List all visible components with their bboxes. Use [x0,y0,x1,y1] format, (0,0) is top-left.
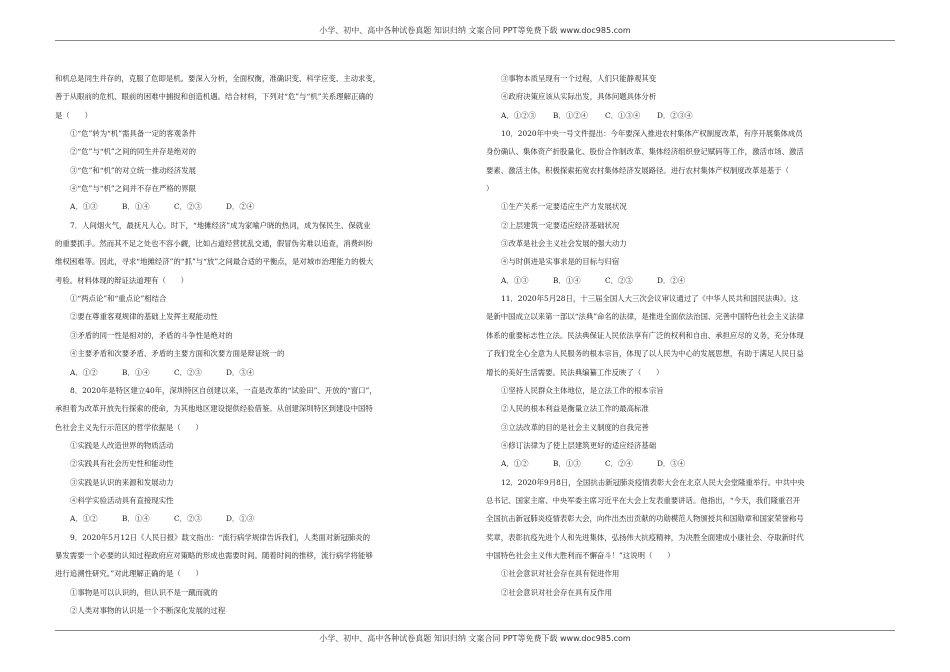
answer-choices [55,198,465,216]
option-line: ④修订法律为了使上层建筑更好的适应经济基础 [501,440,657,450]
answer-choice: D．①③ [226,514,255,524]
answer-choice: B．①④ [122,367,150,377]
text-line: 是新中国成立以来第一部以“法典”命名的法律，是推进全面依法治国、完善中国特色社会主义法律 [486,312,804,322]
answer-choice: A．①③ [501,275,529,285]
option-line: ①事物是可以认识的，但认识不是一蹴而就的 [70,587,218,597]
answer-choice: A．①② [70,367,98,377]
answer-choice: A．①③ [70,202,98,212]
header-divider [55,40,895,41]
answer-choices [486,107,896,125]
option-line: ②人类对事物的认识是一个不断深化发展的过程 [70,605,226,615]
option-line: ④“危”与“机”之间并不存在严格的界限 [70,184,196,194]
text-line: 是（ ） [55,110,92,120]
option-line: ②社会意识对社会存在具有反作用 [501,587,612,597]
question-line: 8．2020年是特区建立40年，深圳特区自创建以来，一直是改革的“试验田”、开放的“窗口”， [70,385,377,395]
page-header: 小学、初中、高中各种试卷真题 知识归纳 文案合同 PPT等免费下载 www.doc985.com [319,26,631,35]
answer-choice: B．①③ [553,459,581,469]
option-line: ②人民的根本利益是衡量立法工作的最高标准 [501,404,649,414]
option-line: ④主要矛盾和次要矛盾、矛盾的主要方面和次要方面是辩证统一的 [70,349,285,359]
text-line: 的重要抓手。然而其不足之处也不容小觑，比如占道经营扰乱交通，假冒伪劣难以追查，消费纠纷 [55,239,373,249]
text-line: 增长的美好生活需要。民法典编纂工作反映了（ ） [486,367,664,377]
answer-choice: A．①② [501,459,529,469]
answer-choice: A．①② [70,514,98,524]
option-line: ①“两点论”和“重点论”相结合 [70,294,167,304]
answer-choice: D．②④ [657,275,686,285]
answer-choice: A．①②③ [501,110,536,120]
text-line: 中国特色社会主义伟大胜利而不懈奋斗！”这说明（ ） [486,550,675,560]
text-line: 要素、激活主体，积极探索拓宽农村集体经济发展路径。进行农村集体产权制度改革是基于（ [486,165,790,175]
text-line: 和机总是同生并存的，克服了危即是机。要深入分析，全面权衡，准确识变、科学应变、主动求变， [55,74,381,83]
option-line: ①实践是人改造世界的物质活动 [70,440,174,450]
option-line: ④科学实验活动具有直接现实性 [70,495,174,505]
text-line: 全国抗击新冠肺炎疫情表彰大会，向作出杰出贡献的功勋模范人物颁授共和国勋章和国家荣誉称号 [486,514,804,524]
answer-choice: B．①④ [122,514,150,524]
text-line: ） [486,184,494,194]
option-line: ③“危”和“机”的对立统一推动经济发展 [70,165,196,175]
page-footer: 小学、初中、高中各种试卷真题 知识归纳 文案合同 PPT等免费下载 www.doc985.com [319,634,631,643]
option-line: ③改革是社会主义社会发展的强大动力 [501,239,627,249]
text-line: 暴发需要一个必要的认知过程政府应对策略的形成也需要时间。随着时间的推移，流行病学将能够 [55,550,373,560]
question-line: 11．2020年5月28日，十三届全国人大三次会议审议通过了《中华人民共和国民法典》。这 [501,294,799,304]
answer-choices [486,272,896,290]
answer-choice: B．①②④ [553,110,588,120]
option-line: ①“危”转为“机”需具备一定的客观条件 [70,129,196,139]
answer-choice: C．②③ [174,367,202,377]
option-line: ②“危”与“机”之间的同生并存是绝对的 [70,147,196,157]
text-line: 色社会主义先行示范区的哲学依据是（ ） [55,422,203,432]
text-line: 进行追溯性研究。”对此理解正确的是（ ） [55,569,203,579]
footer-divider [55,630,895,631]
option-line: ③实践是认识的来源和发展动力 [70,477,174,487]
answer-choice: D．②④ [226,202,255,212]
text-line: 考验。材料体现的辩证法道理有（ ） [55,275,189,285]
answer-choice: D．③④ [226,367,255,377]
text-line: 奖章，表彰抗疫先进个人和先进集体，弘扬伟大抗疫精神，为决胜全面建成小康社会、夺取新时代 [486,532,804,542]
question-line: 9．2020年5月12日《人民日报》载文指出：“流行病学规律告诉我们，人类面对新冠肺炎的 [70,532,371,542]
option-line: ③立法改革的目的是社会主义制度的自我完善 [501,422,649,432]
answer-choice: C．②④ [605,459,633,469]
option-line: ①生产关系一定要适应生产力发展状况 [501,202,627,212]
option-line: ②实践具有社会历史性和能动性 [70,459,174,469]
question-line: 7．人间烟火气，最抚凡人心。时下，“地摊经济”成为家喻户晓的热词，成为保民生、保就业 [70,220,371,230]
option-line: ②上层建筑一定要适应经济基础状况 [501,220,620,230]
answer-choice: C．②③ [174,514,202,524]
text-line: 身份确认、集体资产折股量化、股份合作制改革、集体经济组织登记赋码等工作，激活市场、激活 [486,147,804,157]
answer-choice: C．①③④ [605,110,641,120]
answer-choice: B．①④ [553,275,581,285]
text-line: 总书记、国家主席、中央军委主席习近平在大会上发表重要讲话。他指出，“今天，我们隆重召开 [486,495,801,505]
option-line: ③矛盾的同一性是相对的，矛盾的斗争性是绝对的 [70,330,233,340]
answer-choice: D．②③④ [657,110,693,120]
answer-choice: C．②③ [605,275,633,285]
option-line: ①坚持人民群众主体地位，是立法工作的根本宗旨 [501,385,664,395]
question-line: 10．2020年中央一号文件提出：今年要深入推进农村集体产权制度改革，有序开展集体成员 [501,129,803,139]
left-column [55,70,465,620]
text-line: 维权困难等。因此，寻求“地摊经济”的“抓”与“放”之间最合适的平衡点，是对城市治理能力的极大 [55,257,374,267]
option-line: ③事物本质呈现有一个过程，人们只能静观其变 [501,74,657,83]
answer-choices [55,364,465,382]
answer-choices [486,455,896,473]
option-line: ②要在尊重客观规律的基础上发挥主观能动性 [70,312,218,322]
text-line: 善于从眼前的危机、眼前的困难中捕捉和创造机遇。结合材料，下列对“危”与“机”关系理解正确的 [55,92,374,102]
answer-choice: C．②③ [174,202,202,212]
answer-choice: B．①④ [122,202,150,212]
option-line: ④与时俱进是实事求是的目标与归宿 [501,257,620,267]
option-line: ①社会意识对社会存在具有促进作用 [501,569,620,579]
answer-choices [55,510,465,528]
option-line: ④政府决策应该从实际出发，具体问题具体分析 [501,92,657,102]
right-column [486,70,896,602]
text-line: 承担着为改革开放先行探索的使命，为其他地区建设提供经验借鉴。从创建深圳特区到建设中国特 [55,404,373,414]
answer-choice: D．③④ [657,459,686,469]
question-line: 12．2020年9月8日，全国抗击新冠肺炎疫情表彰大会在北京人民大会堂隆重举行。中共中央 [501,477,805,487]
text-line: 体系的重要标志性立法。民法典保证人民依法享有广泛的权利和自由、承担应尽的义务，充分体现 [486,330,804,340]
text-line: 了我们党全心全意为人民服务的根本宗旨，体现了以人民为中心的发展思想，有助于满足人民日益 [486,349,804,359]
